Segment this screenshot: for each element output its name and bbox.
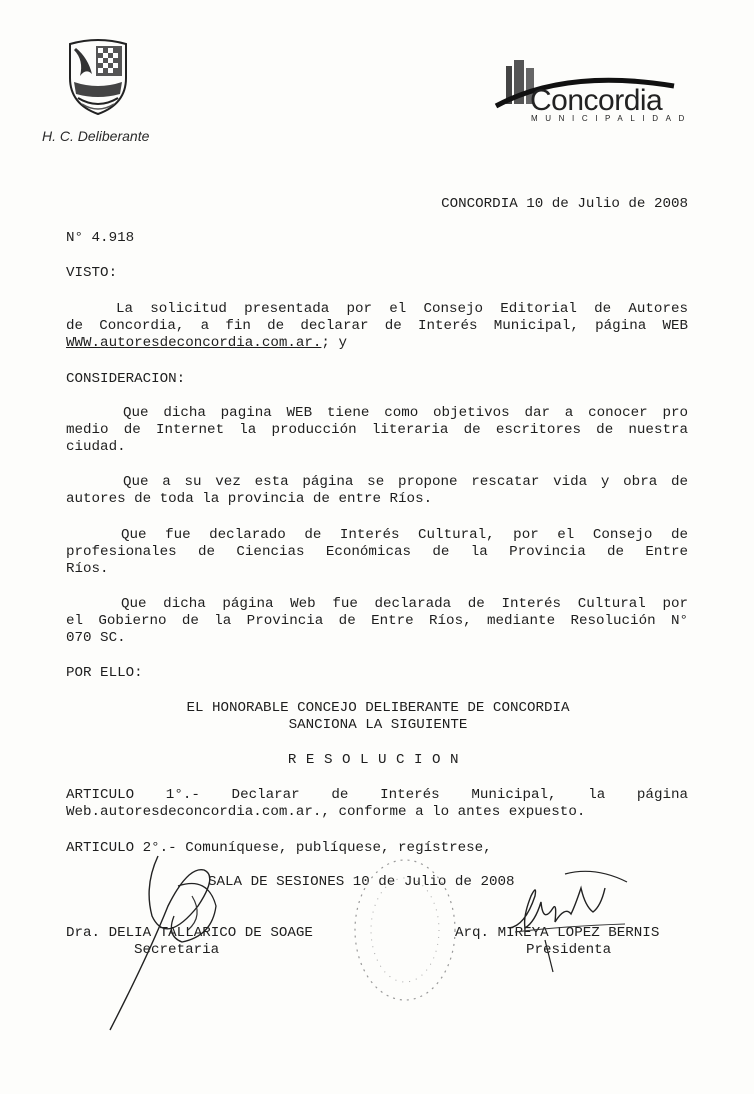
visto-line-3 — [66, 335, 688, 352]
signatory-right-name: Arq. MIREYA LOPEZ BERNIS — [455, 925, 660, 941]
visto-heading: VISTO: — [66, 265, 118, 281]
coat-of-arms-logo — [62, 38, 134, 116]
paragraph-4-line-3: 070 SC. — [66, 630, 126, 646]
logo-subtitle: MUNICIPALIDAD — [531, 114, 692, 123]
paragraph-1-line-1: Que dicha pagina WEB tiene como objetivos dar a conocer pro — [123, 405, 688, 421]
paragraph-4-line-1: Que dicha página Web fue declarada de Interés Cultural por — [121, 596, 688, 612]
paragraph-2-line-1: Que a su vez esta página se propone rescatar vida y obra de — [123, 474, 688, 490]
signature-right — [505, 866, 635, 976]
articulo-1-line-1: ARTICULO 1°.- Declarar de Interés Municipal, la página — [66, 787, 688, 803]
paragraph-1-line-2: medio de Internet la producción literaria de escritores de nuestra — [66, 422, 688, 438]
visto-line-2: de Concordia, a fin de declarar de Interés Municipal, página WEB — [66, 318, 688, 334]
sala-line: SALA DE SESIONES 10 de Julio de 2008 — [208, 874, 515, 890]
logo-word: Concordia — [530, 84, 663, 117]
articulo-1-line-2: Web.autoresdeconcordia.com.ar., conforme a lo antes expuesto. — [66, 804, 586, 820]
por-ello-heading: POR ELLO: — [66, 665, 143, 681]
signature-left — [108, 846, 238, 1036]
document-number: N° 4.918 — [66, 230, 135, 246]
date-line: CONCORDIA 10 de Julio de 2008 — [441, 196, 688, 212]
paragraph-4-line-2: el Gobierno de la Provincia de Entre Ríos, mediante Resolución N° — [66, 613, 688, 629]
paragraph-3-line-2: profesionales de Ciencias Económicas de la Provincia de Entre — [66, 544, 688, 560]
visto-line-1: La solicitud presentada por el Consejo Editorial de Autores — [116, 301, 688, 317]
sanction-line-1: EL HONORABLE CONCEJO DELIBERANTE DE CONCORDIA — [186, 700, 570, 716]
resolucion-title: RESOLUCION — [287, 752, 469, 768]
signatory-left-name: Dra. DELIA TALLARICO DE SOAGE — [66, 925, 313, 941]
paragraph-1-line-3: ciudad. — [66, 439, 126, 455]
official-stamp — [345, 850, 465, 1010]
articulo-2: ARTICULO 2°.- Comuníquese, publíquese, regístrese, — [66, 840, 492, 856]
website-link: WWW.autoresdeconcordia.com.ar. — [66, 335, 322, 351]
sanction-line-2: SANCIONA LA SIGUIENTE — [288, 717, 468, 733]
consideracion-heading: CONSIDERACION: — [66, 371, 186, 387]
paragraph-3-line-3: Ríos. — [66, 561, 109, 577]
signatory-right-role: Presidenta — [526, 942, 612, 958]
paragraph-2-line-2: autores de toda la provincia de entre Ríos. — [66, 491, 433, 507]
signatory-left-role: Secretaria — [134, 942, 220, 958]
visto-tail: ; y — [321, 335, 347, 351]
paragraph-3-line-1: Que fue declarado de Interés Cultural, por el Consejo de — [121, 527, 688, 543]
left-caption: H. C. Deliberante — [42, 128, 150, 144]
